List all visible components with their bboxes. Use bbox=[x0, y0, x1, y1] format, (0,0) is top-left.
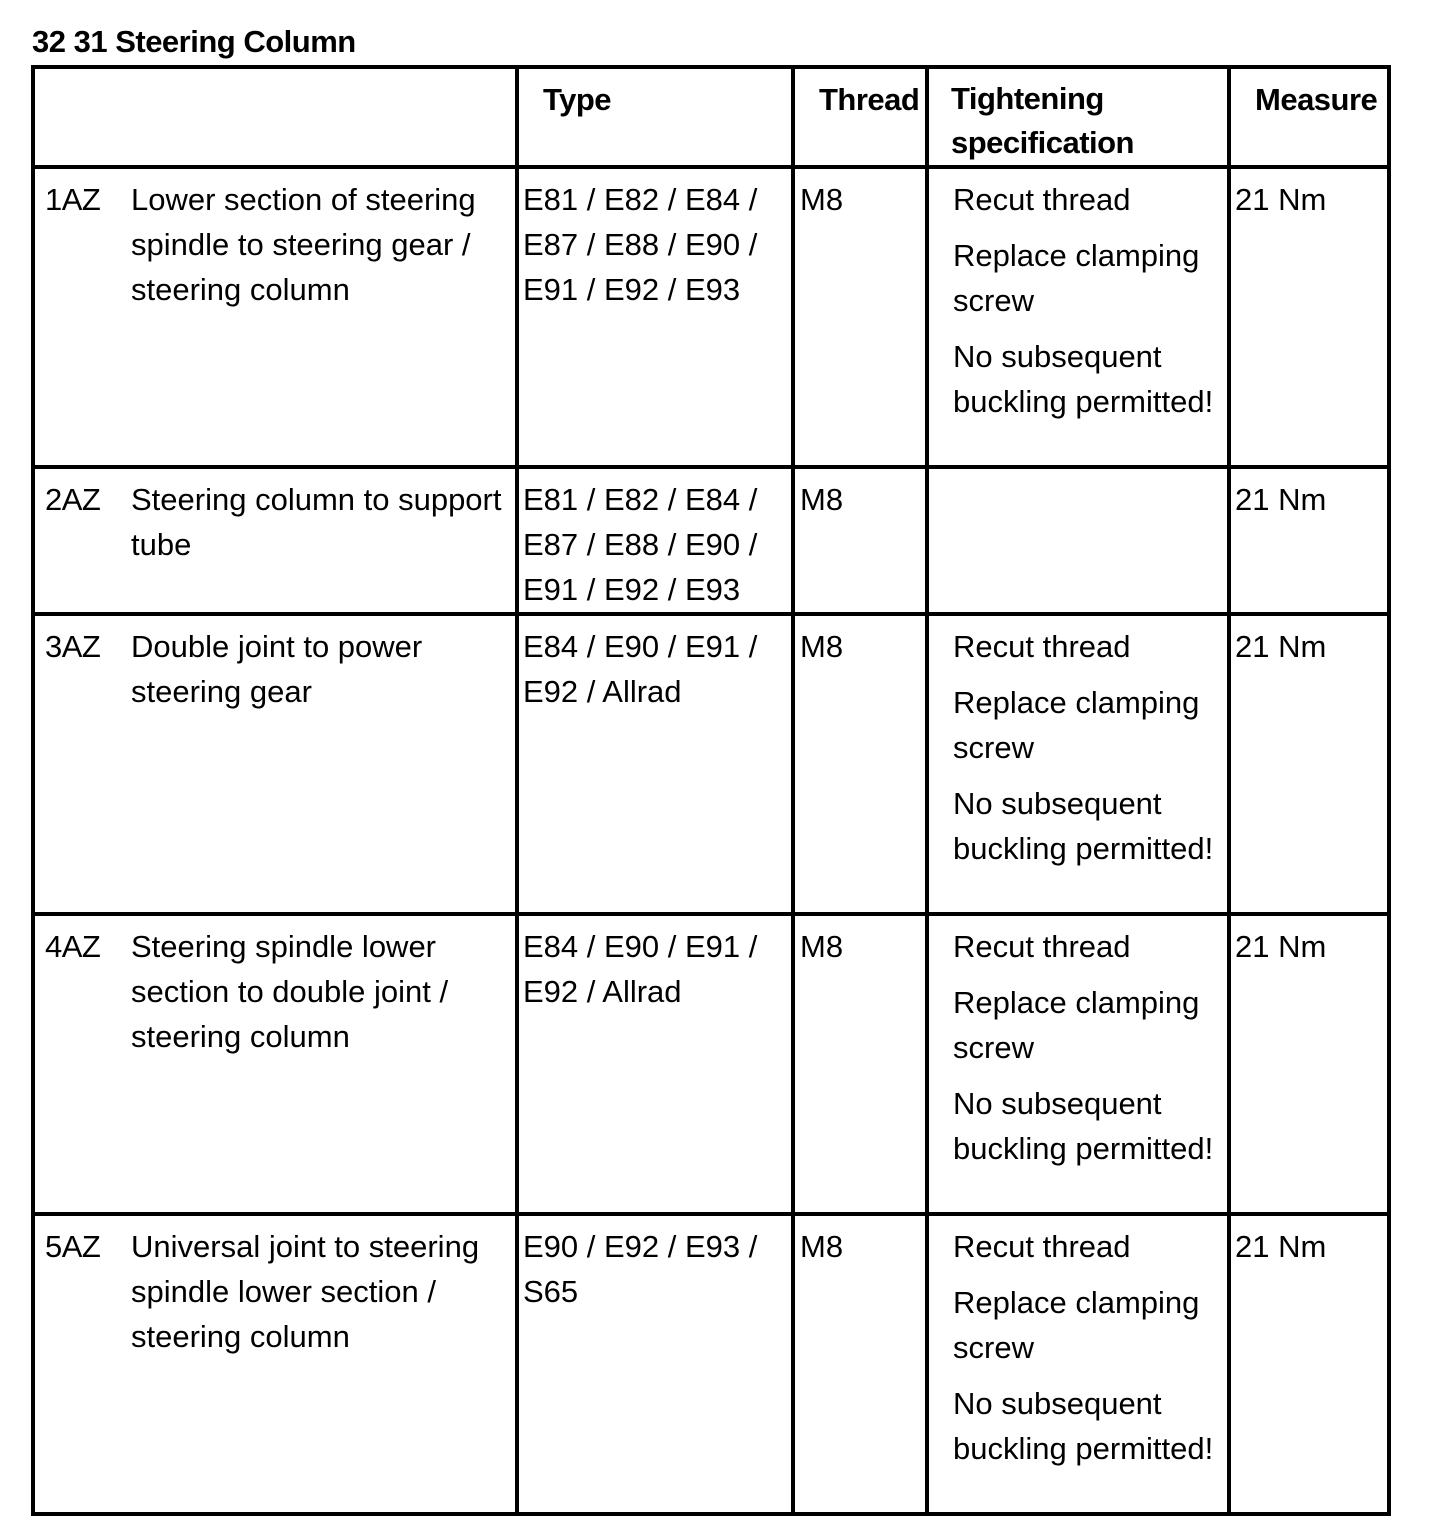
measure-cell: 21 Nm bbox=[1229, 1214, 1389, 1514]
spec-line: Replace clamping screw bbox=[953, 985, 1200, 1065]
spec-line: Replace clamping screw bbox=[953, 238, 1200, 318]
item-id: 2AZ bbox=[45, 482, 101, 517]
item-description: Universal joint to steering spindle lower section / steering column bbox=[131, 1229, 480, 1354]
header-type: Type bbox=[517, 67, 793, 167]
item-description: Steering column to support tube bbox=[131, 482, 502, 562]
item-cell bbox=[33, 167, 517, 467]
item-id: 1AZ bbox=[45, 182, 101, 217]
type-cell: E81 / E82 / E84 / E87 / E88 / E90 / E91 / E92 / E93 bbox=[517, 467, 793, 614]
spec-line: Recut thread bbox=[953, 1229, 1131, 1264]
type-cell: E81 / E82 / E84 / E87 / E88 / E90 / E91 / E92 / E93 bbox=[517, 167, 793, 467]
spec-line: Recut thread bbox=[953, 629, 1131, 664]
torque-spec-table bbox=[31, 65, 1391, 1516]
measure-cell: 21 Nm bbox=[1229, 614, 1389, 914]
spec-cell bbox=[927, 467, 1229, 614]
header-item bbox=[33, 67, 517, 167]
thread-cell: M8 bbox=[793, 1214, 927, 1514]
spec-line: Recut thread bbox=[953, 182, 1131, 217]
table-row bbox=[33, 914, 1389, 1214]
spec-cell bbox=[927, 1214, 1229, 1514]
spec-line: No subsequent buckling permitted! bbox=[953, 1386, 1214, 1466]
item-description: Double joint to power steering gear bbox=[131, 629, 423, 709]
table-row bbox=[33, 167, 1389, 467]
table-row bbox=[33, 1214, 1389, 1514]
spec-cell bbox=[927, 614, 1229, 914]
spec-line: Replace clamping screw bbox=[953, 685, 1200, 765]
spec-line: No subsequent buckling permitted! bbox=[953, 339, 1214, 419]
spec-line: No subsequent buckling permitted! bbox=[953, 786, 1214, 866]
spec-line: No subsequent buckling permitted! bbox=[953, 1086, 1214, 1166]
thread-cell: M8 bbox=[793, 467, 927, 614]
measure-cell: 21 Nm bbox=[1229, 914, 1389, 1214]
item-description: Lower section of steering spindle to steering gear / steering column bbox=[131, 182, 476, 307]
item-id: 5AZ bbox=[45, 1229, 101, 1264]
thread-cell: M8 bbox=[793, 614, 927, 914]
table-header-row bbox=[33, 67, 1389, 167]
item-cell bbox=[33, 914, 517, 1214]
item-id: 3AZ bbox=[45, 629, 101, 664]
item-cell bbox=[33, 1214, 517, 1514]
item-id: 4AZ bbox=[45, 929, 101, 964]
table-row bbox=[33, 614, 1389, 914]
type-cell: E84 / E90 / E91 / E92 / Allrad bbox=[517, 614, 793, 914]
item-cell bbox=[33, 467, 517, 614]
header-thread: Thread bbox=[793, 67, 927, 167]
type-cell: E90 / E92 / E93 / S65 bbox=[517, 1214, 793, 1514]
item-description: Steering spindle lower section to double joint / steering column bbox=[131, 929, 449, 1054]
type-cell: E84 / E90 / E91 / E92 / Allrad bbox=[517, 914, 793, 1214]
item-cell bbox=[33, 614, 517, 914]
measure-cell: 21 Nm bbox=[1229, 467, 1389, 614]
header-tightening-specification: Tightening specification bbox=[927, 67, 1229, 167]
header-measure: Measure bbox=[1229, 67, 1389, 167]
page-title: 32 31 Steering Column bbox=[32, 24, 356, 59]
spec-line: Replace clamping screw bbox=[953, 1285, 1200, 1365]
measure-cell: 21 Nm bbox=[1229, 167, 1389, 467]
thread-cell: M8 bbox=[793, 914, 927, 1214]
spec-line: Recut thread bbox=[953, 929, 1131, 964]
table-row bbox=[33, 467, 1389, 614]
spec-cell bbox=[927, 167, 1229, 467]
spec-cell bbox=[927, 914, 1229, 1214]
thread-cell: M8 bbox=[793, 167, 927, 467]
